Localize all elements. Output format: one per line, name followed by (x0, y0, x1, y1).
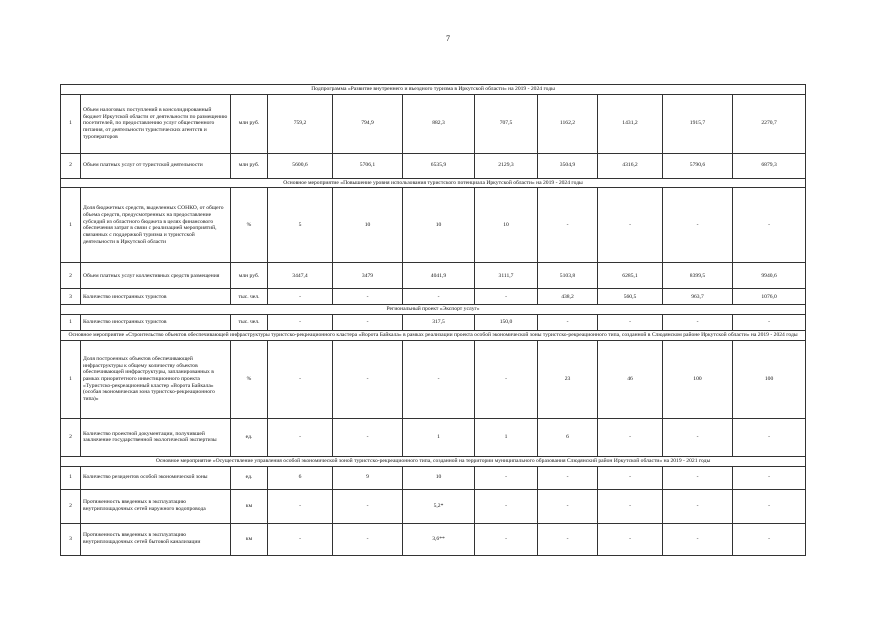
value-cell: - (663, 466, 733, 489)
value-cell: 10 (403, 466, 475, 489)
value-cell: 2270,7 (733, 94, 806, 153)
value-cell: - (333, 289, 403, 305)
indicator-name: Объем платных услуг от туристской деятельности (81, 153, 231, 178)
row-number: 3 (61, 523, 81, 555)
unit-cell: тыс. чел. (231, 315, 268, 331)
value-cell: 1 (475, 418, 538, 456)
value-cell: - (598, 466, 663, 489)
value-cell: 150,0 (475, 315, 538, 331)
value-cell: 882,3 (403, 94, 475, 153)
value-cell: - (598, 188, 663, 263)
value-cell: - (733, 466, 806, 489)
value-cell: 4041,9 (403, 263, 475, 289)
row-number: 1 (61, 94, 81, 153)
value-cell: 6285,1 (598, 263, 663, 289)
value-cell: - (333, 523, 403, 555)
value-cell: 1915,7 (663, 94, 733, 153)
value-cell: - (538, 188, 598, 263)
table-row (61, 340, 806, 418)
table-row (61, 466, 806, 489)
table-row (61, 523, 806, 555)
value-cell: 46 (598, 340, 663, 418)
value-cell: - (538, 315, 598, 331)
value-cell: - (663, 523, 733, 555)
value-cell: - (475, 466, 538, 489)
unit-cell: млн руб. (231, 263, 268, 289)
value-cell: 6535,9 (403, 153, 475, 178)
value-cell: 5 (268, 188, 333, 263)
indicator-name: Протяженность введенных в эксплуатацию внутриплощадочных сетей наружного водопровода (81, 489, 231, 523)
value-cell: - (268, 315, 333, 331)
value-cell: - (663, 418, 733, 456)
value-cell: 3,6** (403, 523, 475, 555)
indicator-name: Количество иностранных туристов (81, 289, 231, 305)
section-header-row (61, 456, 806, 466)
value-cell: - (268, 489, 333, 523)
value-cell: - (598, 523, 663, 555)
value-cell: - (268, 289, 333, 305)
row-number: 2 (61, 418, 81, 456)
value-cell: - (538, 489, 598, 523)
table-row (61, 94, 806, 153)
value-cell: 438,2 (538, 289, 598, 305)
section-header: Основное мероприятие «Строительство объектов обеспечивающей инфраструктуры туристско-рекреационного кластера «Ворота Байкала» в рамках реализации проекта особой экономической зоны туристско-рекреационного типа, созданной в Слюдянском районе Иркутской области» на 2019 - 2024 годы (61, 331, 806, 341)
section-header: Основное мероприятие «Повышение уровня использования туристского потенциала Иркутской области» на 2019 - 2024 годы (61, 178, 806, 188)
value-cell: 4316,2 (598, 153, 663, 178)
value-cell: 10 (333, 188, 403, 263)
value-cell: 100 (733, 340, 806, 418)
value-cell: - (598, 315, 663, 331)
value-cell: 10 (403, 188, 475, 263)
value-cell: - (475, 340, 538, 418)
table-row (61, 289, 806, 305)
value-cell: - (598, 489, 663, 523)
value-cell: 707,5 (475, 94, 538, 153)
value-cell: - (663, 315, 733, 331)
value-cell: 9940,6 (733, 263, 806, 289)
table-row (61, 315, 806, 331)
indicator-name: Количество проектной документации, получившей заключение государственной экологической экспертизы (81, 418, 231, 456)
unit-cell: млн руб. (231, 94, 268, 153)
indicator-name: Объем налоговых поступлений в консолидированный бюджет Иркутской области от деятельности по размещению посетителей, по предоставлению услуг общественного питания, от деятельности туристических агентств и туроператоров (81, 94, 231, 153)
value-cell: 963,7 (663, 289, 733, 305)
table-row (61, 418, 806, 456)
value-cell: - (475, 489, 538, 523)
section-header: Региональный проект «Экспорт услуг» (61, 305, 806, 315)
value-cell: 5600,6 (268, 153, 333, 178)
indicator-name: Доля бюджетных средств, выделенных СОНКО, от общего объема средств, предусмотренных на предоставление субсидий из областного бюджета в целях финансового обеспечения затрат в связи с реализацией мероприятий, связанных с поддержкой туризма и туристской деятельности в Иркутской области (81, 188, 231, 263)
section-header: Подпрограмма «Развитие внутреннего и въездного туризма в Иркутской области» на 2019 - 2024 годы (61, 85, 806, 95)
unit-cell: млн руб. (231, 153, 268, 178)
value-cell: - (333, 418, 403, 456)
value-cell: - (475, 523, 538, 555)
value-cell: 1 (403, 418, 475, 456)
value-cell: - (268, 340, 333, 418)
value-cell: 794,9 (333, 94, 403, 153)
value-cell: 8399,5 (663, 263, 733, 289)
value-cell: 100 (663, 340, 733, 418)
indicator-name: Объем платных услуг коллективных средств размещения (81, 263, 231, 289)
section-header: Основное мероприятие «Осуществление управления особой экономической зоной туристско-рекреационного типа, созданной на территории муниципального образования Слюдянский район Иркутской области» на 2019 - 2021 годы (61, 456, 806, 466)
value-cell: - (268, 523, 333, 555)
value-cell: 9 (333, 466, 403, 489)
table-row (61, 153, 806, 178)
value-cell: 5,2* (403, 489, 475, 523)
value-cell: - (403, 289, 475, 305)
value-cell: - (538, 466, 598, 489)
value-cell: 560,5 (598, 289, 663, 305)
value-cell: - (733, 315, 806, 331)
unit-cell: ед. (231, 466, 268, 489)
value-cell: 3111,7 (475, 263, 538, 289)
section-header-row (61, 331, 806, 341)
unit-cell: тыс. чел. (231, 289, 268, 305)
value-cell: 6 (538, 418, 598, 456)
row-number: 1 (61, 340, 81, 418)
value-cell: - (333, 340, 403, 418)
value-cell: 317,5 (403, 315, 475, 331)
value-cell: 1162,2 (538, 94, 598, 153)
table-row (61, 188, 806, 263)
indicator-name: Протяженность введенных в эксплуатацию внутриплощадочных сетей бытовой канализации (81, 523, 231, 555)
section-header-row (61, 305, 806, 315)
unit-cell: % (231, 188, 268, 263)
indicator-name: Количество иностранных туристов (81, 315, 231, 331)
unit-cell: км (231, 523, 268, 555)
value-cell: - (333, 315, 403, 331)
row-number: 2 (61, 153, 81, 178)
value-cell: - (733, 489, 806, 523)
row-number: 1 (61, 466, 81, 489)
value-cell: - (333, 489, 403, 523)
value-cell: - (268, 418, 333, 456)
row-number: 3 (61, 289, 81, 305)
table-row (61, 263, 806, 289)
value-cell: - (733, 188, 806, 263)
unit-cell: ед. (231, 418, 268, 456)
row-number: 2 (61, 263, 81, 289)
indicator-name: Количество резидентов особой экономической зоны (81, 466, 231, 489)
value-cell: - (598, 418, 663, 456)
table-row (61, 489, 806, 523)
indicators-table (60, 84, 806, 556)
value-cell: 6 (268, 466, 333, 489)
value-cell: 6879,3 (733, 153, 806, 178)
value-cell: - (663, 188, 733, 263)
unit-cell: % (231, 340, 268, 418)
section-header-row (61, 85, 806, 95)
value-cell: 3447,4 (268, 263, 333, 289)
row-number: 1 (61, 315, 81, 331)
value-cell: 3504,9 (538, 153, 598, 178)
value-cell: 5790,6 (663, 153, 733, 178)
value-cell: 1076,0 (733, 289, 806, 305)
value-cell: 759,2 (268, 94, 333, 153)
indicator-name: Доля построенных объектов обеспечивающей инфраструктуры к общему количеству объектов обеспечивающей инфраструктуры, запланированных в рамках приоритетного инвестиционного проекта «Туристско-рекреационный кластер «Ворота Байкала» (особая экономическая зона туристско-рекреационного типа)» (81, 340, 231, 418)
value-cell: 5706,1 (333, 153, 403, 178)
unit-cell: км (231, 489, 268, 523)
value-cell: - (403, 340, 475, 418)
value-cell: - (663, 489, 733, 523)
value-cell: 23 (538, 340, 598, 418)
value-cell: 2129,3 (475, 153, 538, 178)
row-number: 2 (61, 489, 81, 523)
value-cell: - (733, 523, 806, 555)
value-cell: 1431,2 (598, 94, 663, 153)
value-cell: - (733, 418, 806, 456)
value-cell: - (538, 523, 598, 555)
value-cell: - (475, 289, 538, 305)
value-cell: 10 (475, 188, 538, 263)
section-header-row (61, 178, 806, 188)
page-number: 7 (446, 34, 450, 43)
value-cell: 5103,8 (538, 263, 598, 289)
value-cell: 3479 (333, 263, 403, 289)
row-number: 1 (61, 188, 81, 263)
